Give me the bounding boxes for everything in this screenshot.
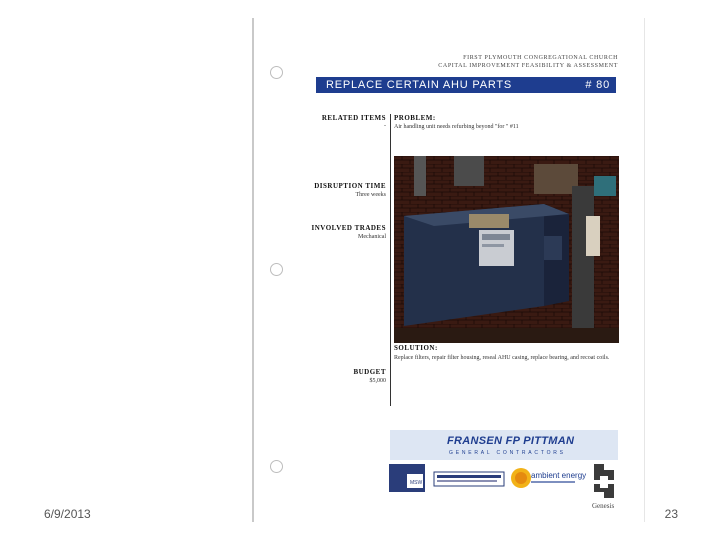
disruption-time-value: Three weeks	[355, 192, 386, 198]
svg-text:MSW: MSW	[410, 480, 423, 486]
solution-label: SOLUTION:	[394, 344, 438, 352]
partner-logos	[389, 460, 619, 502]
problem-text: Air handling unit needs refurbing beyond "for " #11	[394, 124, 519, 130]
column-divider	[390, 114, 391, 406]
problem-label: PROBLEM:	[394, 114, 436, 122]
budget-label: BUDGET	[353, 368, 386, 376]
ahu-photo-image	[394, 156, 619, 343]
slide-date: 6/9/2013	[44, 507, 91, 521]
ambient-energy-logo: ambient energy	[531, 471, 587, 480]
budget-value: $5,000	[369, 378, 386, 384]
fransen-pittman-subtitle: GENERAL CONTRACTORS	[449, 450, 566, 456]
disruption-time-label: DISRUPTION TIME	[314, 182, 386, 190]
church-header	[438, 54, 618, 70]
slide-page-number: 23	[664, 507, 678, 521]
related-items-label: RELATED ITEMS	[321, 114, 386, 122]
genesis-logo: Genesis	[592, 502, 615, 510]
binder-hole	[270, 263, 283, 276]
involved-trades-label: INVOLVED TRADES	[311, 224, 386, 232]
church-subtitle: CAPITAL IMPROVEMENT FEASIBILITY & ASSESSMENT	[438, 63, 618, 69]
binder-hole	[270, 66, 283, 79]
item-number: # 80	[585, 79, 610, 91]
document-title: REPLACE CERTAIN AHU PARTS	[326, 79, 513, 91]
solution-text: Replace filters, repair filter housing, reseal AHU casing, replace bearing, and recoat coils.	[394, 355, 610, 361]
title-bar	[316, 77, 616, 93]
church-name: FIRST PLYMOUTH CONGREGATIONAL CHURCH	[463, 55, 618, 61]
document-page	[252, 18, 645, 522]
ahu-photo	[394, 156, 619, 343]
fransen-pittman-logo: FRANSEN FP PITTMAN	[447, 435, 575, 447]
binder-hole	[270, 460, 283, 473]
involved-trades-value: Mechanical	[358, 234, 386, 240]
related-items-value: -	[384, 123, 386, 129]
